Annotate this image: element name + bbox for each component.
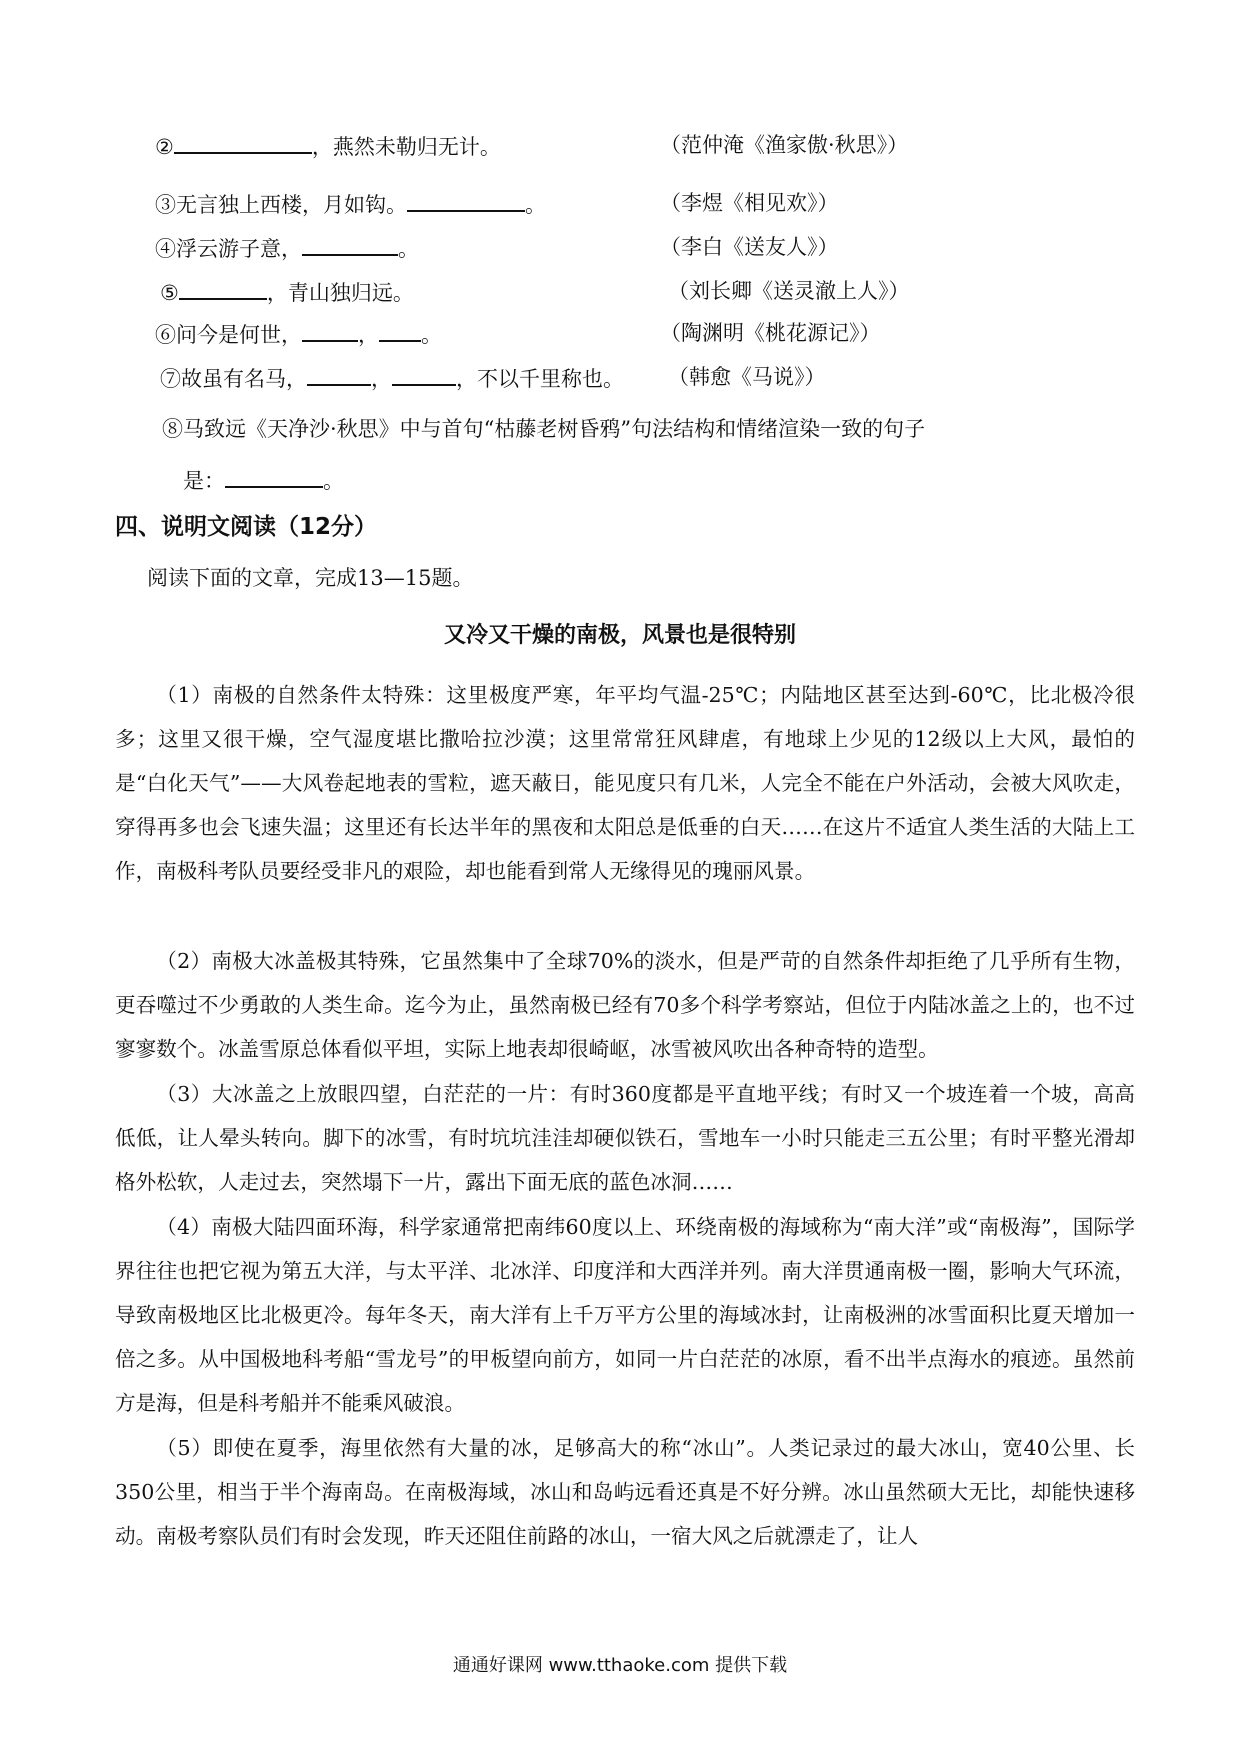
poem-source-5: （刘长卿《送灵澈上人》）	[668, 279, 910, 303]
poem-line-7	[160, 362, 624, 392]
poem-text: ②	[155, 135, 174, 159]
answer-blank[interactable]	[407, 188, 525, 212]
poem-text: 。	[323, 469, 344, 493]
poem-text: 是：	[183, 469, 225, 493]
poem-line-6	[155, 318, 442, 348]
answer-blank[interactable]	[302, 232, 398, 256]
poem-line-8: ⑧马致远《天净沙·秋思》中与首句“枯藤老树昏鸦”句法结构和情绪渲染一致的句子	[162, 417, 926, 441]
poem-source-4: （李白《送友人》）	[660, 235, 839, 259]
answer-blank[interactable]	[174, 130, 312, 154]
poem-source-7: （韩愈《马说》）	[668, 365, 826, 389]
poem-line-3	[155, 188, 546, 218]
poem-line-5	[160, 276, 414, 306]
poem-line-2	[155, 130, 501, 160]
answer-blank[interactable]	[179, 276, 267, 300]
page-footer: 通通好课网 www.tthaoke.com 提供下载	[452, 1655, 788, 1676]
poem-text: ⑥问今是何世，	[155, 323, 302, 347]
poem-text: ⑦故虽有名马，	[160, 367, 307, 391]
poem-text: ，青山独归远。	[266, 281, 414, 305]
article-paragraph-4: （4）南极大陆四面环海，科学家通常把南纬60度以上、环绕南极的海域称为“南大洋”或“南极海”，国际学界往往也把它视为第五大洋，与太平洋、北冰洋、印度洋和大西洋并列。南大洋贯通南极一圈，影响大气环流，导致南极地区比北极更冷。每年冬天，南大洋有上千万平方公里的海域冰封，让南极洲的冰雪面积比夏天增加一倍之多。从中国极地科考船“雪龙号”的甲板望向前方，如同一片白茫茫的冰原，看不出半点海水的痕迹。虽然前方是海，但是科考船并不能乘风破浪。	[115, 1215, 1135, 1415]
poem-text: ，	[358, 323, 379, 347]
article-paragraph-2: （2）南极大冰盖极其特殊，它虽然集中了全球70%的淡水，但是严苛的自然条件却拒绝了几乎所有生物，更吞噬过不少勇敢的人类生命。迄今为止，虽然南极已经有70多个科学考察站，但位于内陆冰盖之上的，也不过寥寥数个。冰盖雪原总体看似平坦，实际上地表却很崎岖，冰雪被风吹出各种奇特的造型。	[115, 949, 1135, 1061]
section-title: 四、说明文阅读（12分）	[115, 514, 378, 540]
poem-text: 。	[398, 237, 419, 261]
answer-blank[interactable]	[392, 362, 456, 386]
poem-source-3: （李煜《相见欢》）	[660, 191, 839, 215]
poem-text: ，	[371, 367, 392, 391]
answer-blank[interactable]	[307, 362, 371, 386]
poem-text: ④浮云游子意，	[155, 237, 302, 261]
answer-blank[interactable]	[302, 318, 358, 342]
poem-text: ，燕然未勒归无计。	[311, 135, 501, 159]
section-instruction: 阅读下面的文章，完成13—15题。	[147, 566, 474, 590]
article-paragraph-3: （3）大冰盖之上放眼四望，白茫茫的一片：有时360度都是平直地平线；有时又一个坡连着一个坡，高高低低，让人晕头转向。脚下的冰雪，有时坑坑洼洼却硬似铁石，雪地车一小时只能走三五公里；有时平整光滑却格外松软，人走过去，突然塌下一片，露出下面无底的蓝色冰洞……	[115, 1082, 1135, 1194]
poem-text: 。	[421, 323, 442, 347]
poem-text: ⑤	[160, 281, 179, 305]
poem-text: 。	[525, 193, 546, 217]
poem-source-6: （陶渊明《桃花源记》）	[660, 321, 881, 345]
answer-blank[interactable]	[379, 318, 421, 342]
poem-line-4	[155, 232, 419, 262]
article-title: 又冷又干燥的南极，风景也是很特别	[443, 623, 796, 648]
poem-text: ，不以千里称也。	[456, 367, 624, 391]
poem-source-2: （范仲淹《渔家傲·秋思》）	[660, 133, 909, 157]
article-paragraph-1: （1）南极的自然条件太特殊：这里极度严寒，年平均气温-25℃；内陆地区甚至达到-60℃，比北极冷很多；这里又很干燥，空气湿度堪比撒哈拉沙漠；这里常常狂风肆虐，有地球上少见的12级以上大风，最怕的是“白化天气”——大风卷起地表的雪粒，遮天蔽日，能见度只有几米，人完全不能在户外活动，会被大风吹走，穿得再多也会飞速失温；这里还有长达半年的黑夜和太阳总是低垂的白天……在这片不适宜人类生活的大陆上工作，南极科考队员要经受非凡的艰险，却也能看到常人无缘得见的瑰丽风景。	[115, 683, 1135, 883]
article-paragraph-5: （5）即使在夏季，海里依然有大量的冰，足够高大的称“冰山”。人类记录过的最大冰山，宽40公里、长350公里，相当于半个海南岛。在南极海域，冰山和岛屿远看还真是不好分辨。冰山虽然硕大无比，却能快速移动。南极考察队员们有时会发现，昨天还阻住前路的冰山，一宿大风之后就漂走了，让人	[115, 1436, 1135, 1548]
poem-text: ③无言独上西楼，月如钩。	[155, 193, 407, 217]
answer-blank[interactable]	[225, 464, 323, 488]
poem-line-8-answer	[183, 464, 344, 494]
